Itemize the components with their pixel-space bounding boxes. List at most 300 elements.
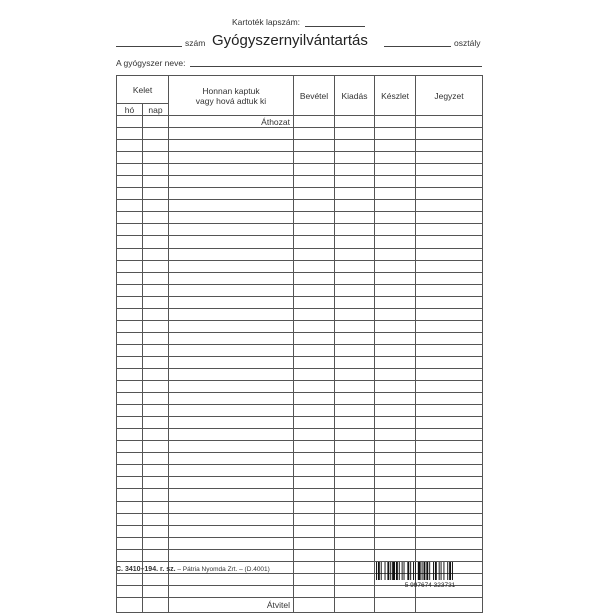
cell-income[interactable]	[294, 128, 335, 140]
cell-stock[interactable]	[375, 152, 416, 164]
cell-income[interactable]	[294, 164, 335, 176]
cell-issue[interactable]	[335, 248, 375, 260]
table-row	[117, 152, 483, 164]
cell-note[interactable]	[416, 308, 483, 320]
cell-day[interactable]	[143, 393, 169, 405]
cell-stock[interactable]	[375, 332, 416, 344]
cell-stock[interactable]	[375, 296, 416, 308]
cell-income[interactable]	[294, 212, 335, 224]
cell-note[interactable]	[416, 332, 483, 344]
cell-day[interactable]	[143, 429, 169, 441]
cell-note[interactable]	[416, 429, 483, 441]
cell-source[interactable]	[169, 152, 294, 164]
cell-day[interactable]	[143, 212, 169, 224]
cell-month[interactable]	[117, 441, 143, 453]
cell-stock[interactable]	[375, 248, 416, 260]
cell-source[interactable]	[169, 525, 294, 537]
cell-stock[interactable]	[375, 465, 416, 477]
cell-note[interactable]	[416, 356, 483, 368]
cell-source[interactable]	[169, 393, 294, 405]
cell-income[interactable]	[294, 453, 335, 465]
cell-note[interactable]	[416, 212, 483, 224]
cell-stock[interactable]	[375, 417, 416, 429]
table-row	[117, 356, 483, 368]
cell-month[interactable]	[117, 332, 143, 344]
cell-income[interactable]	[294, 573, 335, 585]
cell-day[interactable]	[143, 381, 169, 393]
cell-income[interactable]	[294, 525, 335, 537]
barcode	[374, 562, 486, 588]
cell-stock[interactable]	[375, 260, 416, 272]
cell-day[interactable]	[143, 549, 169, 561]
cell-note[interactable]	[416, 128, 483, 140]
cell-day[interactable]	[143, 116, 169, 128]
cell-note[interactable]	[416, 200, 483, 212]
cell-issue[interactable]	[335, 549, 375, 561]
cell-day[interactable]	[143, 140, 169, 152]
department-label: osztály	[454, 38, 481, 48]
cell-note[interactable]	[416, 248, 483, 260]
cell-income[interactable]	[294, 417, 335, 429]
cell-issue[interactable]	[335, 116, 375, 128]
cell-month[interactable]	[117, 272, 143, 284]
cell-month[interactable]	[117, 429, 143, 441]
cell-income[interactable]	[294, 561, 335, 573]
cell-income[interactable]	[294, 188, 335, 200]
cell-income[interactable]	[294, 224, 335, 236]
cell-note[interactable]	[416, 368, 483, 380]
cell-note[interactable]	[416, 417, 483, 429]
cell-stock[interactable]	[375, 176, 416, 188]
cell-month[interactable]	[117, 152, 143, 164]
cell-month[interactable]	[117, 465, 143, 477]
cell-source[interactable]	[169, 200, 294, 212]
cell-month[interactable]	[117, 308, 143, 320]
cell-month[interactable]	[117, 248, 143, 260]
cell-month[interactable]	[117, 164, 143, 176]
cell-source[interactable]	[169, 248, 294, 260]
form-sheet	[112, 0, 486, 610]
cell-income[interactable]	[294, 585, 335, 597]
cell-income[interactable]	[294, 236, 335, 248]
date-header: Kelet	[117, 76, 169, 104]
cell-issue[interactable]	[335, 224, 375, 236]
cell-day[interactable]	[143, 356, 169, 368]
cell-month[interactable]	[117, 525, 143, 537]
cell-stock[interactable]	[375, 405, 416, 417]
cell-issue[interactable]	[335, 176, 375, 188]
cell-note[interactable]	[416, 152, 483, 164]
cell-issue[interactable]	[335, 405, 375, 417]
cell-note[interactable]	[416, 381, 483, 393]
cell-month[interactable]	[117, 513, 143, 525]
cell-note[interactable]	[416, 320, 483, 332]
cell-day[interactable]	[143, 320, 169, 332]
cell-source[interactable]	[169, 164, 294, 176]
cell-note[interactable]	[416, 140, 483, 152]
cell-stock[interactable]	[375, 441, 416, 453]
cell-month[interactable]	[117, 477, 143, 489]
barcode-bar	[422, 562, 423, 580]
cell-issue[interactable]	[335, 320, 375, 332]
cell-source[interactable]	[169, 368, 294, 380]
cell-income[interactable]	[294, 272, 335, 284]
cell-note[interactable]	[416, 224, 483, 236]
cell-source[interactable]	[169, 272, 294, 284]
cell-stock[interactable]	[375, 272, 416, 284]
cell-income[interactable]	[294, 381, 335, 393]
cell-source[interactable]	[169, 356, 294, 368]
cell-issue[interactable]	[335, 296, 375, 308]
cell-stock[interactable]	[375, 356, 416, 368]
cell-issue[interactable]	[335, 585, 375, 597]
cell-income[interactable]	[294, 537, 335, 549]
cell-source[interactable]	[169, 453, 294, 465]
cell-issue[interactable]	[335, 381, 375, 393]
cell-source[interactable]	[169, 585, 294, 597]
cell-stock[interactable]	[375, 116, 416, 128]
cell-issue[interactable]	[335, 308, 375, 320]
cell-issue[interactable]	[335, 417, 375, 429]
cell-month[interactable]	[117, 188, 143, 200]
barcode-bar	[390, 562, 391, 580]
cell-source[interactable]	[169, 405, 294, 417]
cell-income[interactable]	[294, 176, 335, 188]
cell-issue[interactable]	[335, 561, 375, 573]
cell-month[interactable]	[117, 501, 143, 513]
cell-stock[interactable]	[375, 549, 416, 561]
cell-note[interactable]	[416, 525, 483, 537]
cell-income[interactable]	[294, 513, 335, 525]
cell-issue[interactable]	[335, 489, 375, 501]
cell-month[interactable]	[117, 393, 143, 405]
cell-issue[interactable]	[335, 525, 375, 537]
cell-day[interactable]	[143, 537, 169, 549]
cell-day[interactable]	[143, 284, 169, 296]
cell-source[interactable]	[169, 176, 294, 188]
cell-issue[interactable]	[335, 188, 375, 200]
cell-issue[interactable]	[335, 272, 375, 284]
cell-stock[interactable]	[375, 368, 416, 380]
cell-month[interactable]	[117, 381, 143, 393]
cell-day[interactable]	[143, 332, 169, 344]
cell-day[interactable]	[143, 441, 169, 453]
cell-source[interactable]	[169, 429, 294, 441]
cell-day[interactable]	[143, 164, 169, 176]
cell-note[interactable]	[416, 477, 483, 489]
cell-month[interactable]	[117, 260, 143, 272]
cell-issue[interactable]	[335, 200, 375, 212]
cell-income[interactable]	[294, 549, 335, 561]
cell-issue[interactable]	[335, 501, 375, 513]
cell-source[interactable]	[169, 140, 294, 152]
cell-income[interactable]	[294, 465, 335, 477]
cell-issue[interactable]	[335, 332, 375, 344]
cell-day[interactable]	[143, 465, 169, 477]
cell-month[interactable]	[117, 537, 143, 549]
cell-stock[interactable]	[375, 477, 416, 489]
cell-issue[interactable]	[335, 152, 375, 164]
cell-note[interactable]	[416, 188, 483, 200]
cell-day[interactable]	[143, 248, 169, 260]
cell-source[interactable]	[169, 501, 294, 513]
cell-month[interactable]	[117, 212, 143, 224]
cell-stock[interactable]	[375, 489, 416, 501]
cell-source[interactable]	[169, 417, 294, 429]
cell-note[interactable]	[416, 453, 483, 465]
cell-source[interactable]	[169, 344, 294, 356]
cell-income[interactable]	[294, 308, 335, 320]
cell-source[interactable]	[169, 549, 294, 561]
cell-income[interactable]	[294, 260, 335, 272]
cell-issue[interactable]	[335, 573, 375, 585]
page-title: Gyógyszernyilvántartás	[212, 32, 368, 49]
cell-income[interactable]	[294, 501, 335, 513]
table-row	[117, 465, 483, 477]
issue-header: Kiadás	[335, 76, 375, 116]
cell-issue[interactable]	[335, 212, 375, 224]
cell-issue[interactable]	[335, 344, 375, 356]
cell-source[interactable]	[169, 260, 294, 272]
cell-income[interactable]	[294, 393, 335, 405]
cell-day[interactable]	[143, 272, 169, 284]
cell-income[interactable]	[294, 248, 335, 260]
cell-month[interactable]	[117, 296, 143, 308]
cell-day[interactable]	[143, 489, 169, 501]
cell-stock[interactable]	[375, 525, 416, 537]
cell-source[interactable]	[169, 332, 294, 344]
cell-income[interactable]	[294, 320, 335, 332]
table-row	[117, 441, 483, 453]
cell-day[interactable]	[143, 405, 169, 417]
cell-day[interactable]	[143, 176, 169, 188]
cell-month[interactable]	[117, 176, 143, 188]
cell-month[interactable]	[117, 200, 143, 212]
cell-stock[interactable]	[375, 164, 416, 176]
cell-stock[interactable]	[375, 429, 416, 441]
cell-source[interactable]	[169, 465, 294, 477]
card-number-field[interactable]	[305, 26, 365, 27]
cell-note[interactable]	[416, 405, 483, 417]
cell-day[interactable]	[143, 477, 169, 489]
cell-note[interactable]	[416, 236, 483, 248]
cell-day[interactable]	[143, 200, 169, 212]
cell-note[interactable]	[416, 549, 483, 561]
barcode-bar	[378, 562, 380, 580]
cell-note[interactable]	[416, 272, 483, 284]
publisher-text: – Pátria Nyomda Zrt. – (D.4001)	[175, 566, 270, 573]
cell-month[interactable]	[117, 344, 143, 356]
cell-day[interactable]	[143, 152, 169, 164]
cell-month[interactable]	[117, 453, 143, 465]
cell-note[interactable]	[416, 393, 483, 405]
cell-issue[interactable]	[335, 393, 375, 405]
table-row	[117, 381, 483, 393]
cell-month[interactable]	[117, 417, 143, 429]
table-row	[117, 308, 483, 320]
cell-day[interactable]	[143, 188, 169, 200]
cell-income[interactable]	[294, 152, 335, 164]
cell-note[interactable]	[416, 116, 483, 128]
cell-note[interactable]	[416, 176, 483, 188]
number-field[interactable]	[116, 46, 182, 47]
cell-income[interactable]	[294, 429, 335, 441]
cell-note[interactable]	[416, 296, 483, 308]
cell-issue[interactable]	[335, 236, 375, 248]
cell-month[interactable]	[117, 140, 143, 152]
cell-day[interactable]	[143, 224, 169, 236]
cell-note[interactable]	[416, 344, 483, 356]
cell-stock[interactable]	[375, 344, 416, 356]
cell-day[interactable]	[143, 513, 169, 525]
cell-stock[interactable]	[375, 200, 416, 212]
cell-source[interactable]	[169, 212, 294, 224]
cell-issue[interactable]	[335, 260, 375, 272]
cell-source[interactable]	[169, 236, 294, 248]
cell-month[interactable]	[117, 128, 143, 140]
cell-source[interactable]	[169, 188, 294, 200]
cell-source[interactable]	[169, 441, 294, 453]
cell-issue[interactable]	[335, 284, 375, 296]
cell-stock[interactable]	[375, 537, 416, 549]
cell-income[interactable]	[294, 296, 335, 308]
cell-stock[interactable]	[375, 284, 416, 296]
cell-issue[interactable]	[335, 453, 375, 465]
cell-note[interactable]	[416, 164, 483, 176]
cell-issue[interactable]	[335, 441, 375, 453]
cell-issue[interactable]	[335, 164, 375, 176]
cell-stock[interactable]	[375, 308, 416, 320]
cell-month[interactable]	[117, 224, 143, 236]
cell-stock[interactable]	[375, 393, 416, 405]
cell-stock[interactable]	[375, 140, 416, 152]
cell-source[interactable]	[169, 537, 294, 549]
cell-source[interactable]	[169, 320, 294, 332]
cell-source[interactable]	[169, 573, 294, 585]
cell-month[interactable]	[117, 320, 143, 332]
cell-day[interactable]	[143, 236, 169, 248]
cell-source[interactable]	[169, 284, 294, 296]
cell-source[interactable]	[169, 224, 294, 236]
ledger-body	[117, 116, 483, 598]
cell-issue[interactable]	[335, 356, 375, 368]
cell-note[interactable]	[416, 513, 483, 525]
cell-day[interactable]	[143, 308, 169, 320]
cell-note[interactable]	[416, 489, 483, 501]
cell-day[interactable]	[143, 260, 169, 272]
cell-month[interactable]	[117, 236, 143, 248]
source-header	[169, 76, 294, 116]
cell-month[interactable]	[117, 368, 143, 380]
cell-day[interactable]	[143, 525, 169, 537]
cell-source[interactable]	[169, 513, 294, 525]
cell-day[interactable]	[143, 368, 169, 380]
cell-day[interactable]	[143, 296, 169, 308]
cell-day[interactable]	[143, 501, 169, 513]
cell-issue[interactable]	[335, 429, 375, 441]
cell-income[interactable]	[294, 441, 335, 453]
barcode-bar	[407, 562, 409, 580]
cell-day[interactable]	[143, 585, 169, 597]
cell-source[interactable]	[169, 128, 294, 140]
cell-income[interactable]	[294, 477, 335, 489]
cell-issue[interactable]	[335, 537, 375, 549]
cell-note[interactable]	[416, 284, 483, 296]
cell-income[interactable]	[294, 200, 335, 212]
cell-stock[interactable]	[375, 128, 416, 140]
cell-note[interactable]	[416, 537, 483, 549]
form-code	[116, 566, 270, 573]
cell-issue[interactable]	[335, 140, 375, 152]
department-field[interactable]	[384, 46, 451, 47]
cell-day[interactable]	[143, 344, 169, 356]
cell-note[interactable]	[416, 260, 483, 272]
cell-stock[interactable]	[375, 224, 416, 236]
cell-source[interactable]	[169, 296, 294, 308]
cell-income[interactable]	[294, 140, 335, 152]
cell-issue[interactable]	[335, 128, 375, 140]
cell-issue[interactable]	[335, 368, 375, 380]
cell-income[interactable]	[294, 489, 335, 501]
cell-note[interactable]	[416, 501, 483, 513]
cell-stock[interactable]	[375, 513, 416, 525]
cell-month[interactable]	[117, 585, 143, 597]
cell-month[interactable]	[117, 116, 143, 128]
cell-month[interactable]	[117, 549, 143, 561]
cell-income[interactable]	[294, 332, 335, 344]
carried-over-row	[117, 116, 483, 128]
cell-stock[interactable]	[375, 501, 416, 513]
cell-source[interactable]	[169, 308, 294, 320]
barcode-bar	[415, 562, 416, 580]
cell-day[interactable]	[143, 128, 169, 140]
cell-income[interactable]	[294, 344, 335, 356]
cell-stock[interactable]	[375, 188, 416, 200]
cell-income[interactable]	[294, 405, 335, 417]
cell-month[interactable]	[117, 489, 143, 501]
drug-name-field[interactable]	[190, 66, 482, 67]
cell-month[interactable]	[117, 284, 143, 296]
cell-day[interactable]	[143, 417, 169, 429]
form-code-number: C. 3410–194. r. sz.	[116, 566, 176, 573]
barcode-bar	[385, 562, 386, 580]
cell-note[interactable]	[416, 465, 483, 477]
table-row	[117, 140, 483, 152]
cell-income[interactable]	[294, 368, 335, 380]
cell-stock[interactable]	[375, 212, 416, 224]
cell-note[interactable]	[416, 441, 483, 453]
cell-issue[interactable]	[335, 513, 375, 525]
cell-stock[interactable]	[375, 320, 416, 332]
cell-month[interactable]	[117, 356, 143, 368]
cell-source[interactable]	[169, 381, 294, 393]
cell-stock[interactable]	[375, 453, 416, 465]
cell-issue[interactable]	[335, 477, 375, 489]
cell-month[interactable]	[117, 405, 143, 417]
income-header: Bevétel	[294, 76, 335, 116]
cell-income[interactable]	[294, 284, 335, 296]
cell-income[interactable]	[294, 116, 335, 128]
cell-month[interactable]	[117, 573, 143, 585]
cell-source[interactable]	[169, 489, 294, 501]
cell-issue[interactable]	[335, 465, 375, 477]
cell-income[interactable]	[294, 356, 335, 368]
cell-stock[interactable]	[375, 236, 416, 248]
cell-day[interactable]	[143, 573, 169, 585]
cell-stock[interactable]	[375, 381, 416, 393]
cell-source[interactable]	[169, 477, 294, 489]
cell-day[interactable]	[143, 453, 169, 465]
